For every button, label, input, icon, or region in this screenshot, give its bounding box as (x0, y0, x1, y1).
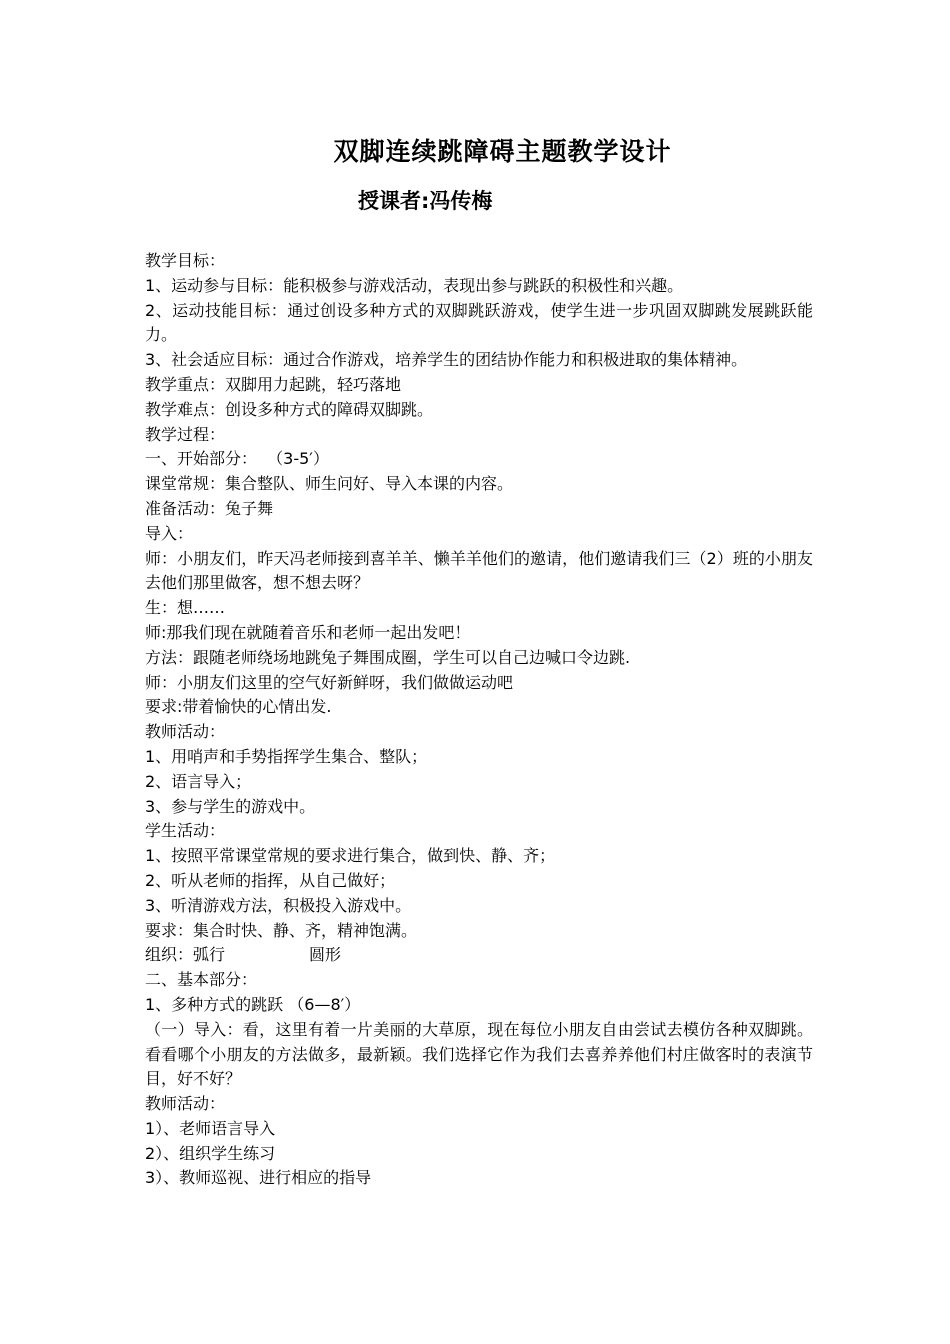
key-point: 教学重点：双脚用力起跳，轻巧落地 (145, 374, 402, 394)
student-line-1: 生：想…… (145, 598, 226, 618)
step-2: 2）、组织学生练习 (145, 1143, 276, 1163)
intro-heading: 导入： (145, 523, 194, 543)
author-line: 授课者:冯传梅 (358, 189, 493, 213)
student-activity-2: 2、听从老师的指挥，从自己做好； (145, 870, 396, 890)
objective-1: 1、运动参与目标：能积极参与游戏活动，表现出参与跳跃的积极性和兴趣。 (145, 275, 684, 295)
objectives-heading: 教学目标： (145, 251, 226, 270)
part-1-heading: 一、开始部分： （3-5′） (145, 449, 329, 469)
student-activity-heading: 学生活动： (145, 821, 226, 841)
teacher-activity-2: 2、语言导入； (145, 771, 252, 791)
warmup: 准备活动：兔子舞 (145, 498, 274, 518)
teacher-activity-3: 3、参与学生的游戏中。 (145, 796, 316, 816)
organization-line (145, 943, 813, 968)
student-activity-3: 3、听清游戏方法，积极投入游戏中。 (145, 895, 412, 915)
step-1: 1）、老师语言导入 (145, 1118, 276, 1138)
jump-heading: 1、多种方式的跳跃 （6—8′） (145, 994, 361, 1014)
teacher-line-1: 师：小朋友们，昨天冯老师接到喜羊羊、懒羊羊他们的邀请，他们邀请我们三（2）班的小朋友去他们那里做客，想不想去呀？ (145, 548, 813, 593)
teacher-line-3: 师：小朋友们这里的空气好新鲜呀，我们做做运动吧 (145, 672, 514, 692)
organization-label: 组织：弧行 (145, 945, 226, 965)
process-heading: 教学过程： (145, 424, 226, 444)
teacher-activity-heading-2: 教师活动： (145, 1094, 226, 1114)
routine: 课堂常规：集合整队、师生问好、导入本课的内容。 (145, 474, 514, 494)
part-2-heading: 二、基本部分： (145, 970, 258, 990)
objective-2: 2、运动技能目标：通过创设多种方式的双脚跳跃游戏，使学生进一步巩固双脚跳发展跳跃能力。 (145, 300, 813, 345)
requirement-2: 要求：集合时快、静、齐，精神饱满。 (145, 920, 418, 940)
difficulty: 教学难点：创设多种方式的障碍双脚跳。 (145, 399, 434, 419)
document-title: 双脚连续跳障碍主题教学设计 (333, 137, 672, 166)
requirement-1: 要求:带着愉快的心情出发. (145, 697, 332, 717)
guide-text: （一）导入：看，这里有着一片美丽的大草原，现在每位小朋友自由尝试去模仿各种双脚跳。看看哪个小朋友的方法做多，最新颖。我们选择它作为我们去喜养养他们村庄做客时的表演节目，好不好？ (145, 1019, 813, 1089)
teacher-activity-heading: 教师活动： (145, 722, 226, 742)
organization-value: 圆形 (309, 945, 342, 965)
student-activity-1: 1、按照平常课堂常规的要求进行集合，做到快、静、齐； (145, 846, 556, 866)
teacher-activity-1: 1、用哨声和手势指挥学生集合、整队； (145, 746, 428, 766)
teacher-line-2: 师:那我们现在就随着音乐和老师一起出发吧！ (145, 622, 471, 642)
objective-3: 3、社会适应目标：通过合作游戏，培养学生的团结协作能力和积极进取的集体精神。 (145, 350, 748, 370)
document-body (145, 249, 813, 1191)
method: 方法：跟随老师绕场地跳兔子舞围成圈，学生可以自己边喊口令边跳. (145, 647, 631, 667)
step-3: 3）、教师巡视、进行相应的指导 (145, 1168, 372, 1188)
